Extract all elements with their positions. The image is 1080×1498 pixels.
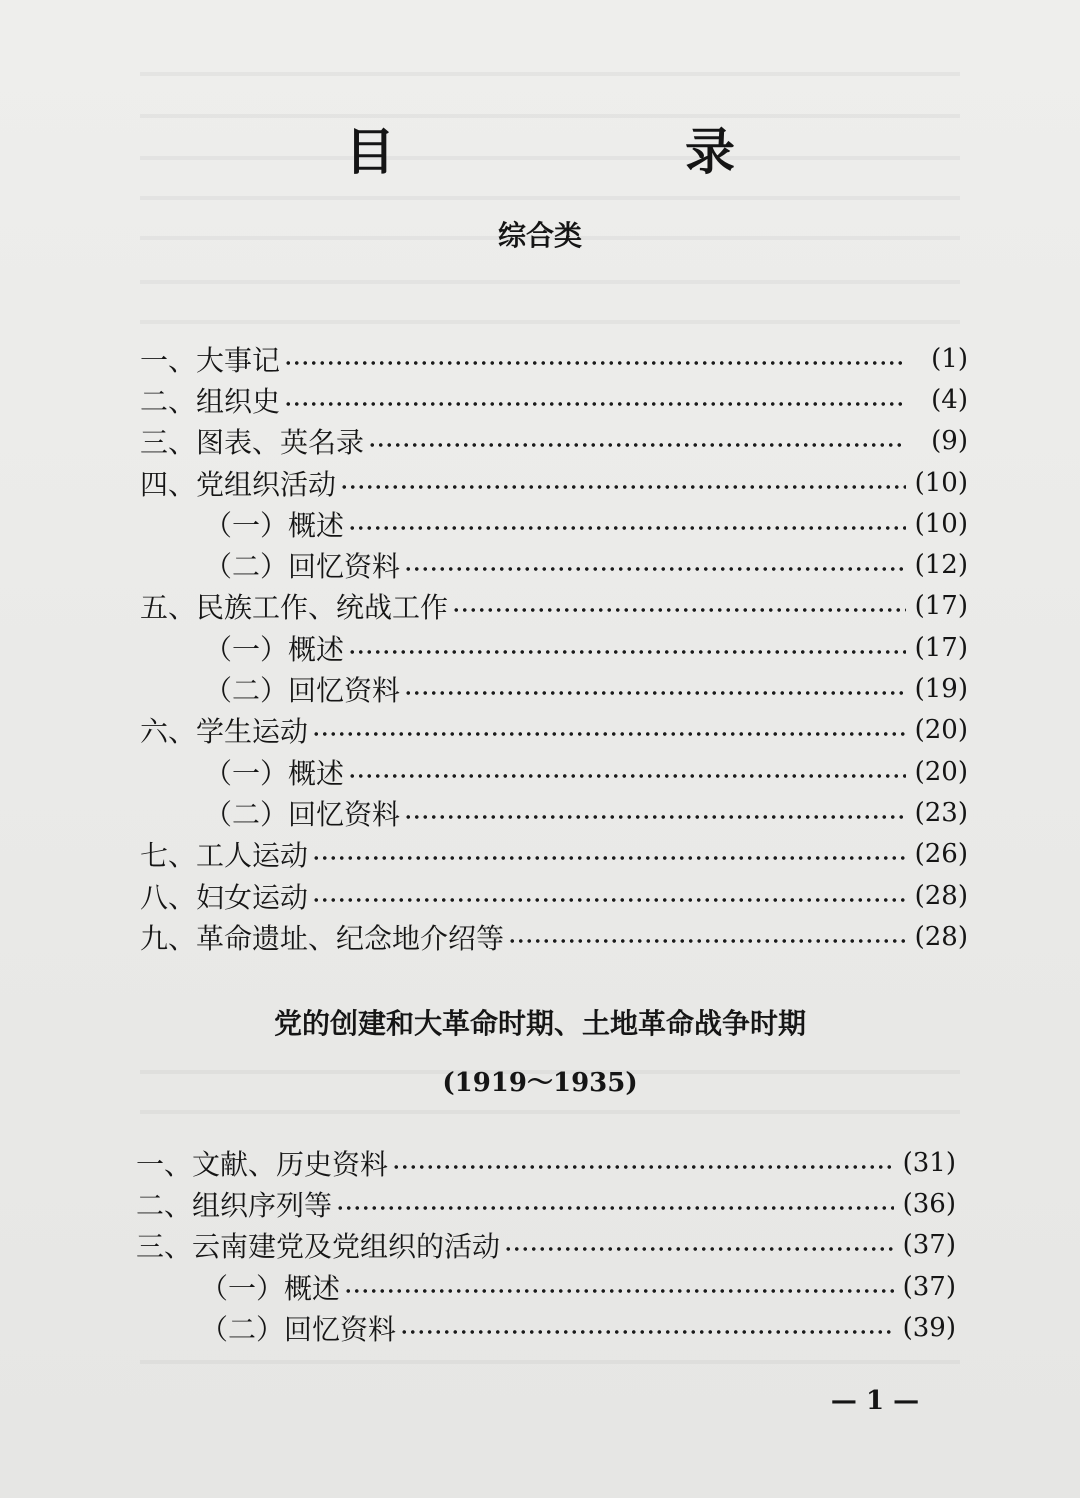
toc-entry-label: 二、组织史: [140, 384, 281, 418]
toc-page-number: (9): [931, 426, 968, 457]
toc-entry-label: 一、大事记: [140, 343, 281, 377]
toc-entry-label: 四、党组织活动: [140, 467, 337, 501]
dot-leader: [508, 937, 906, 945]
toc-page-number: (20): [914, 715, 968, 746]
dot-leader: [284, 400, 906, 408]
toc-entry[interactable]: [140, 710, 968, 751]
dot-leader: [348, 772, 906, 780]
toc-page-number: (1): [931, 343, 968, 374]
section-heading-general: 综合类: [497, 219, 582, 252]
toc-entry-label: （一）概述: [200, 1271, 341, 1305]
toc-entry[interactable]: [140, 338, 968, 379]
toc-entry-label: 八、妇女运动: [140, 880, 309, 914]
toc-entry[interactable]: [140, 834, 968, 875]
toc-subentry[interactable]: [140, 668, 968, 709]
toc-entry-label: 七、工人运动: [140, 839, 309, 873]
show-through-line: [140, 320, 960, 324]
toc-entry-label: （二）回忆资料: [200, 1312, 397, 1346]
toc-entry-label: （二）回忆资料: [204, 674, 401, 708]
toc-page-number: (39): [902, 1312, 956, 1343]
toc-page-number: (17): [914, 632, 968, 663]
toc-entry[interactable]: [136, 1142, 956, 1183]
toc-list-early-period: [136, 1142, 956, 1348]
toc-entry-label: （一）概述: [204, 508, 345, 542]
toc-entry[interactable]: [140, 875, 968, 916]
dot-leader: [404, 565, 906, 573]
show-through-line: [140, 72, 960, 76]
toc-page-number: (23): [914, 797, 968, 828]
dot-leader: [284, 359, 906, 367]
toc-page-number: (19): [914, 674, 968, 705]
dot-leader: [404, 689, 906, 697]
toc-page-number: (20): [914, 756, 968, 787]
toc-entry-label: （一）概述: [204, 756, 345, 790]
dot-leader: [312, 854, 906, 862]
dot-leader: [340, 483, 906, 491]
toc-subentry[interactable]: [140, 503, 968, 544]
dot-leader: [312, 896, 906, 904]
dot-leader: [504, 1245, 894, 1253]
show-through-line: [140, 1360, 960, 1364]
dot-leader: [344, 1287, 894, 1295]
page-title: 目 录: [345, 122, 855, 181]
toc-subentry[interactable]: [140, 751, 968, 792]
toc-page-number: (26): [914, 839, 968, 870]
dot-leader: [400, 1328, 894, 1336]
toc-entry-label: 六、学生运动: [140, 715, 309, 749]
toc-entry-label: 九、革命遗址、纪念地介绍等: [140, 921, 505, 955]
toc-subentry[interactable]: [140, 792, 968, 833]
toc-page-number: (37): [902, 1230, 956, 1261]
dot-leader: [312, 730, 906, 738]
toc-entry-label: （二）回忆资料: [204, 797, 401, 831]
toc-page-number: (17): [914, 591, 968, 622]
toc-entry-label: 三、云南建党及党组织的活动: [136, 1230, 501, 1264]
toc-entry[interactable]: [140, 586, 968, 627]
toc-subentry[interactable]: [136, 1307, 956, 1348]
toc-entry-label: （二）回忆资料: [204, 550, 401, 584]
toc-page-number: (28): [914, 921, 968, 952]
toc-entry[interactable]: [136, 1225, 956, 1266]
toc-page-number: (12): [914, 550, 968, 581]
toc-page-number: (31): [902, 1147, 956, 1178]
toc-entry-label: 五、民族工作、统战工作: [140, 591, 449, 625]
toc-entry-label: 一、文献、历史资料: [136, 1147, 389, 1181]
dot-leader: [336, 1204, 894, 1212]
toc-subentry[interactable]: [136, 1266, 956, 1307]
toc-page-number: (36): [902, 1188, 956, 1219]
dot-leader: [404, 813, 906, 821]
dot-leader: [452, 606, 906, 614]
toc-entry[interactable]: [140, 421, 968, 462]
toc-entry-label: 三、图表、英名录: [140, 426, 365, 460]
toc-entry-label: （一）概述: [204, 632, 345, 666]
toc-entry[interactable]: [140, 379, 968, 420]
toc-page-number: (37): [902, 1271, 956, 1302]
toc-entry[interactable]: [140, 916, 968, 957]
dot-leader: [348, 524, 906, 532]
show-through-line: [140, 196, 960, 200]
dot-leader: [392, 1163, 894, 1171]
toc-subentry[interactable]: [140, 544, 968, 585]
toc-page-number: (10): [914, 467, 968, 498]
dot-leader: [368, 441, 906, 449]
show-through-line: [140, 280, 960, 284]
toc-page-number: (10): [914, 508, 968, 539]
show-through-line: [140, 1110, 960, 1114]
toc-entry-label: 二、组织序列等: [136, 1188, 333, 1222]
toc-entry[interactable]: [140, 462, 968, 503]
dot-leader: [348, 648, 906, 656]
toc-page-number: (4): [931, 384, 968, 415]
toc-page-number: (28): [914, 880, 968, 911]
section-date-range: (1919～1935): [442, 1068, 638, 1098]
toc-entry[interactable]: [136, 1183, 956, 1224]
page-number-footer: — 1 —: [830, 1386, 920, 1416]
toc-list-general: [140, 338, 968, 957]
toc-subentry[interactable]: [140, 627, 968, 668]
section-heading-early-period: 党的创建和大革命时期、土地革命战争时期: [273, 1007, 806, 1040]
